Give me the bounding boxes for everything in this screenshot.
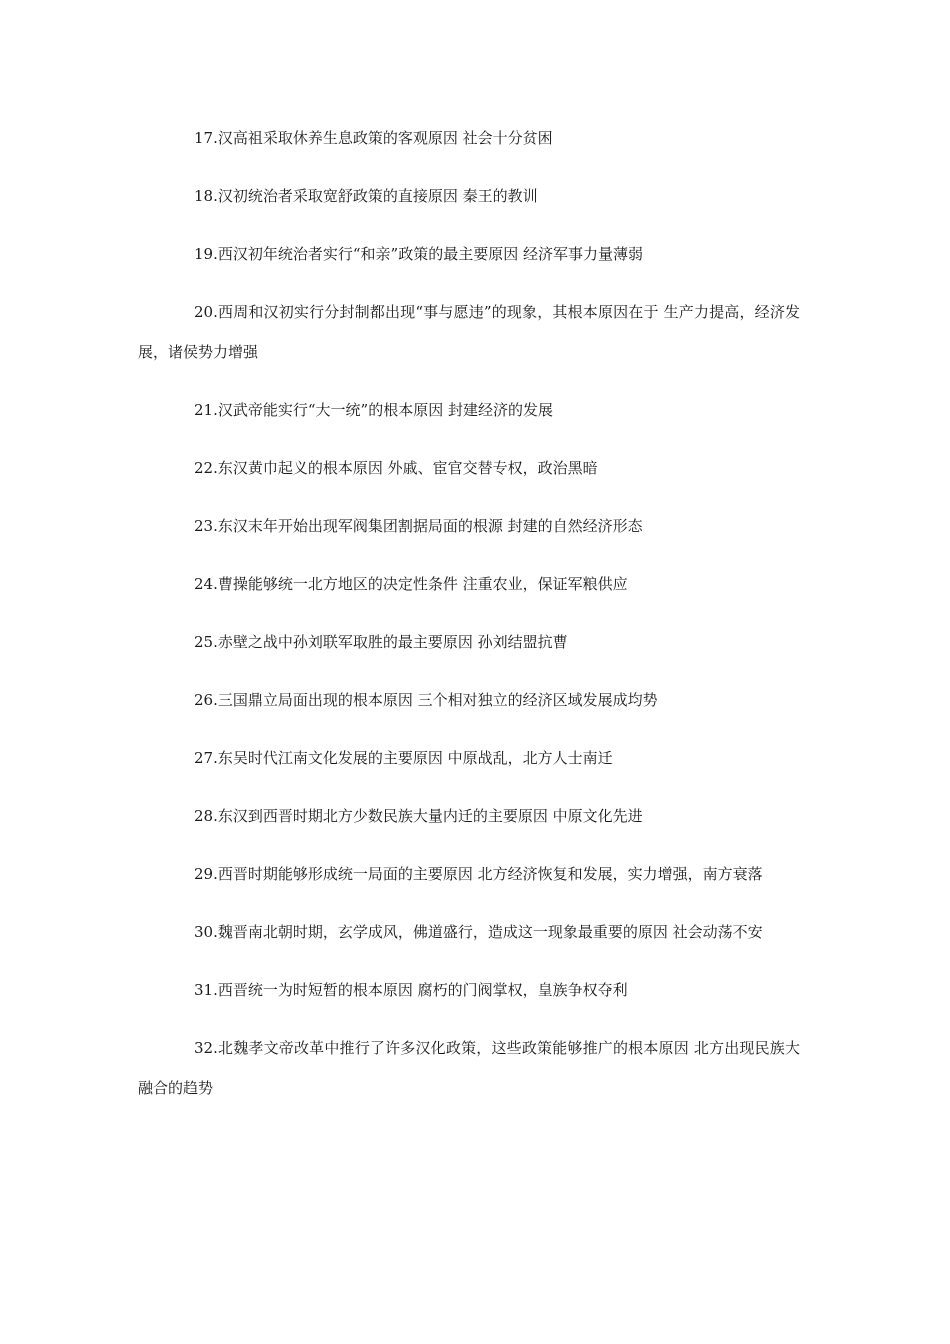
list-item-20: 20.西周和汉初实行分封制都出现“事与愿违”的现象，其根本原因在于 生产力提高，经济发展，诸侯势力增强 — [138, 303, 800, 361]
list-item-21: 21.汉武帝能实行“大一统”的根本原因 封建经济的发展 — [194, 401, 553, 419]
list-item-24: 24.曹操能够统一北方地区的决定性条件 注重农业，保证军粮供应 — [194, 575, 628, 593]
list-item-26: 26.三国鼎立局面出现的根本原因 三个相对独立的经济区域发展成均势 — [194, 691, 658, 709]
list-item-17: 17.汉高祖采取休养生息政策的客观原因 社会十分贫困 — [194, 129, 553, 147]
list-item-27: 27.东吴时代江南文化发展的主要原因 中原战乱，北方人士南迁 — [194, 749, 613, 767]
list-item-22: 22.东汉黄巾起义的根本原因 外戚、宦官交替专权，政治黑暗 — [194, 459, 598, 477]
list-item-30: 30.魏晋南北朝时期，玄学成风，佛道盛行，造成这一现象最重要的原因 社会动荡不安 — [194, 923, 763, 941]
list-item-19: 19.西汉初年统治者实行“和亲”政策的最主要原因 经济军事力量薄弱 — [194, 245, 643, 263]
list-item-25: 25.赤壁之战中孙刘联军取胜的最主要原因 孙刘结盟抗曹 — [194, 633, 568, 651]
list-item-28: 28.东汉到西晋时期北方少数民族大量内迁的主要原因 中原文化先进 — [194, 807, 643, 825]
list-item-23: 23.东汉末年开始出现军阀集团割据局面的根源 封建的自然经济形态 — [194, 517, 643, 535]
list-item-18: 18.汉初统治者采取宽舒政策的直接原因 秦王的教训 — [194, 187, 538, 205]
document-body — [138, 118, 800, 1126]
list-item-29: 29.西晋时期能够形成统一局面的主要原因 北方经济恢复和发展，实力增强，南方衰落 — [194, 865, 763, 883]
list-item-32: 32.北魏孝文帝改革中推行了许多汉化政策，这些政策能够推广的根本原因 北方出现民族大融合的趋势 — [138, 1039, 800, 1097]
list-item-31: 31.西晋统一为时短暂的根本原因 腐朽的门阀掌权，皇族争权夺利 — [194, 981, 628, 999]
